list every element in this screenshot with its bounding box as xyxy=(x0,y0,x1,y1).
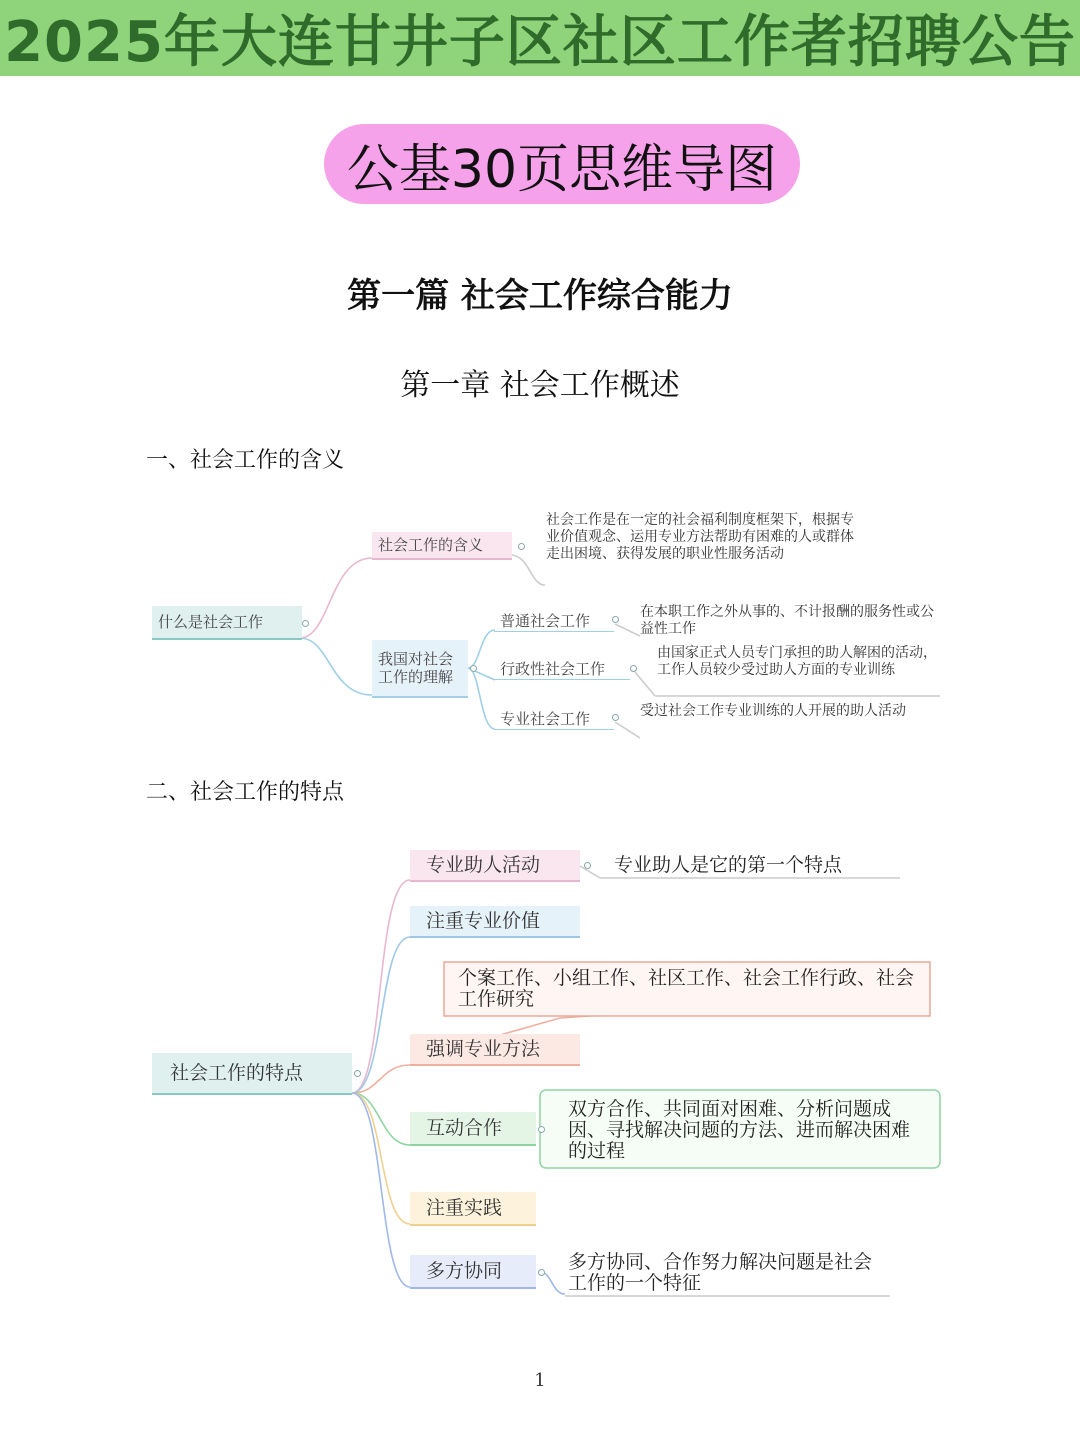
node-s2-item-3-label: 强调专业方法 xyxy=(426,1038,541,1060)
connector-root-understanding xyxy=(300,638,372,695)
collapse-icon xyxy=(612,616,619,623)
collapse-icon xyxy=(470,665,477,672)
node-s1-item-3-label: 专业社会工作 xyxy=(500,709,591,728)
connector-s2-note-3 xyxy=(500,1014,620,1035)
collapse-icon xyxy=(354,1070,361,1077)
connector-und-1 xyxy=(468,630,495,668)
node-s2-item-3 xyxy=(410,1034,580,1066)
node-s1-meaning-label: 社会工作的含义 xyxy=(378,536,484,554)
note-s1-item-2: 由国家正式人员专门承担的助人解困的活动，工作人员较少受过助人方面的专业训练 xyxy=(657,645,937,678)
node-s1-item-2 xyxy=(494,658,630,680)
collapse-icon xyxy=(302,620,309,627)
banner-title: 2025年大连甘井子区社区工作者招聘公告 xyxy=(4,10,1076,75)
connector-s2-2 xyxy=(352,937,410,1093)
node-s1-understanding-label: 我国对社会工作的理解 xyxy=(378,650,454,686)
connector-s2-5 xyxy=(352,1093,410,1224)
node-s2-item-1-label: 专业助人活动 xyxy=(426,854,541,876)
collapse-icon xyxy=(518,543,525,550)
collapse-icon xyxy=(538,1126,545,1133)
node-s1-root-label: 什么是社会工作 xyxy=(158,613,264,631)
connector-meaning-note xyxy=(510,555,545,585)
node-s2-item-4-label: 互动合作 xyxy=(426,1117,503,1139)
node-s1-meaning xyxy=(372,532,512,560)
page-number: 1 xyxy=(534,1370,546,1391)
node-s2-item-2-label: 注重专业价值 xyxy=(426,910,541,932)
note-s1-meaning: 社会工作是在一定的社会福利制度框架下，根据专业价值观念、运用专业方法帮助有困难的人或群体走出困境、获得发展的职业性服务活动 xyxy=(546,512,854,562)
collapse-icon xyxy=(538,1269,545,1276)
node-s1-understanding xyxy=(372,640,468,698)
node-s2-item-6 xyxy=(410,1255,536,1289)
node-s2-item-6-label: 多方协同 xyxy=(426,1260,503,1282)
note-s1-item-1: 在本职工作之外从事的、不计报酬的服务性或公益性工作 xyxy=(640,604,934,637)
connector-note-2 xyxy=(635,672,655,696)
connector-s2-1 xyxy=(352,880,410,1093)
node-s2-item-4 xyxy=(410,1112,536,1146)
connector-note-3 xyxy=(615,722,640,738)
connector-s2-6 xyxy=(352,1093,410,1287)
note-s2-item-3: 个案工作、小组工作、社区工作、社会工作行政、社会工作研究 xyxy=(458,967,915,1010)
node-s2-item-2 xyxy=(410,906,580,938)
pill-text: 公基30页思维导图 xyxy=(346,139,778,200)
part-title: 第一篇 社会工作综合能力 xyxy=(347,276,733,316)
node-s1-item-3 xyxy=(494,708,614,730)
node-s1-item-1-label: 普通社会工作 xyxy=(500,611,591,630)
note-s2-item-1: 专业助人是它的第一个特点 xyxy=(614,854,843,876)
chapter-title: 第一章 社会工作概述 xyxy=(400,368,680,403)
note-s2-item-6: 多方协同、合作努力解决问题是社会工作的一个特征 xyxy=(568,1251,873,1294)
node-s2-root xyxy=(152,1053,352,1095)
connector-note-1 xyxy=(615,624,640,636)
connector-und-3 xyxy=(468,668,495,729)
node-s2-item-5 xyxy=(410,1192,536,1226)
node-s1-root xyxy=(152,606,302,640)
connector-s2-note-6 xyxy=(540,1272,565,1294)
node-s2-item-1 xyxy=(410,850,580,882)
connector-s2-4 xyxy=(352,1093,410,1145)
node-s2-root-label: 社会工作的特点 xyxy=(170,1062,304,1084)
connector-root-meaning xyxy=(300,558,372,638)
collapse-icon xyxy=(584,862,591,869)
section1-heading: 一、社会工作的含义 xyxy=(146,448,345,473)
node-s2-item-5-label: 注重实践 xyxy=(426,1197,503,1219)
note-s1-item-3: 受过社会工作专业训练的人开展的助人活动 xyxy=(640,703,906,719)
node-s1-item-1 xyxy=(494,610,614,632)
node-s1-item-2-label: 行政性社会工作 xyxy=(500,659,606,678)
collapse-icon xyxy=(630,665,637,672)
collapse-icon xyxy=(612,714,619,721)
note-s2-item-4: 双方合作、共同面对困难、分析问题成因、寻找解决问题的方法、进而解决困难的过程 xyxy=(568,1098,911,1162)
section2-heading: 二、社会工作的特点 xyxy=(146,780,345,805)
